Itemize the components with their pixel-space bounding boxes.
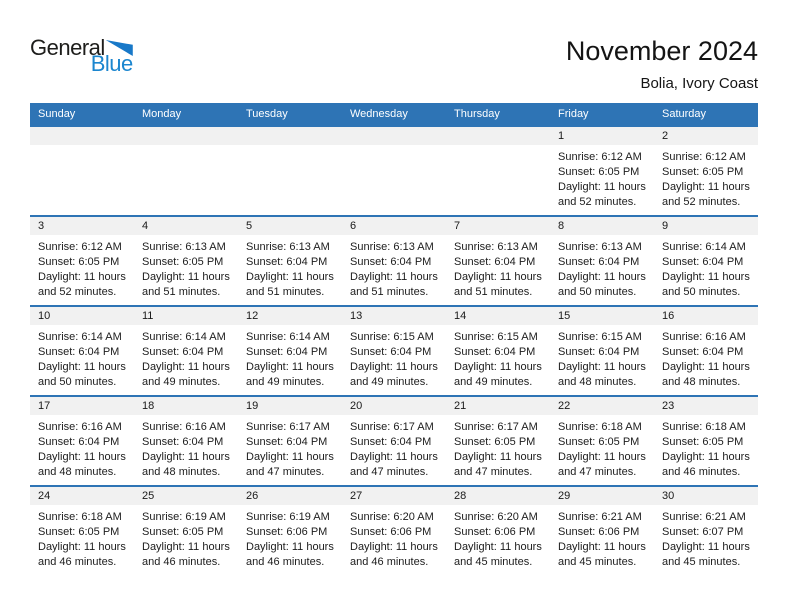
day-cell bbox=[446, 397, 550, 485]
sunrise-text: Sunrise: 6:14 AM bbox=[142, 331, 226, 343]
date-band bbox=[30, 217, 134, 235]
date-band bbox=[238, 487, 342, 505]
day-cell bbox=[238, 487, 342, 575]
date-band bbox=[238, 217, 342, 235]
daylight-hours-text: Daylight: 11 hours bbox=[350, 361, 438, 373]
daylight-minutes-text: and 47 minutes. bbox=[558, 466, 637, 478]
day-details bbox=[550, 325, 654, 390]
sunrise-text: Sunrise: 6:20 AM bbox=[350, 511, 434, 523]
day-number: 1 bbox=[558, 130, 565, 142]
page-title: November 2024 bbox=[565, 36, 758, 66]
sunset-text: Sunset: 6:05 PM bbox=[38, 526, 120, 538]
day-number: 23 bbox=[662, 400, 675, 412]
day-header-friday: Friday bbox=[558, 108, 589, 120]
sunset-text: Sunset: 6:04 PM bbox=[38, 436, 120, 448]
sunset-text: Sunset: 6:05 PM bbox=[454, 436, 536, 448]
day-cell bbox=[238, 217, 342, 305]
day-details bbox=[550, 505, 654, 570]
date-band bbox=[342, 487, 446, 505]
day-details bbox=[654, 145, 758, 210]
day-header-monday: Monday bbox=[142, 108, 182, 120]
daylight-hours-text: Daylight: 11 hours bbox=[454, 361, 542, 373]
daylight-minutes-text: and 46 minutes. bbox=[246, 556, 325, 568]
sunrise-text: Sunrise: 6:15 AM bbox=[558, 331, 642, 343]
daylight-hours-text: Daylight: 11 hours bbox=[662, 181, 750, 193]
day-number: 8 bbox=[558, 220, 565, 232]
day-cell bbox=[654, 397, 758, 485]
sunrise-text: Sunrise: 6:19 AM bbox=[142, 511, 226, 523]
day-number: 21 bbox=[454, 400, 467, 412]
location-subtitle: Bolia, Ivory Coast bbox=[640, 75, 758, 92]
daylight-hours-text: Daylight: 11 hours bbox=[662, 451, 750, 463]
day-header-tuesday: Tuesday bbox=[246, 108, 288, 120]
day-number: 22 bbox=[558, 400, 571, 412]
sunset-text: Sunset: 6:04 PM bbox=[142, 436, 224, 448]
logo-text-general: General bbox=[30, 35, 105, 60]
daylight-minutes-text: and 49 minutes. bbox=[350, 376, 429, 388]
date-band bbox=[342, 217, 446, 235]
day-details bbox=[342, 505, 446, 570]
date-band bbox=[550, 217, 654, 235]
day-details bbox=[550, 145, 654, 210]
daylight-hours-text: Daylight: 11 hours bbox=[246, 361, 334, 373]
day-cell bbox=[550, 487, 654, 575]
day-number: 29 bbox=[558, 490, 571, 502]
daylight-hours-text: Daylight: 11 hours bbox=[558, 541, 646, 553]
day-cell bbox=[446, 217, 550, 305]
day-number: 2 bbox=[662, 130, 669, 142]
daylight-hours-text: Daylight: 11 hours bbox=[350, 451, 438, 463]
sunset-text: Sunset: 6:05 PM bbox=[558, 166, 640, 178]
sunrise-text: Sunrise: 6:13 AM bbox=[350, 241, 434, 253]
sunset-text: Sunset: 6:06 PM bbox=[350, 526, 432, 538]
sunrise-text: Sunrise: 6:16 AM bbox=[662, 331, 746, 343]
date-band bbox=[134, 217, 238, 235]
day-cell bbox=[654, 307, 758, 395]
day-details bbox=[238, 415, 342, 480]
day-number: 10 bbox=[38, 310, 51, 322]
date-band bbox=[238, 397, 342, 415]
day-cell bbox=[30, 307, 134, 395]
date-band bbox=[342, 307, 446, 325]
sunrise-text: Sunrise: 6:12 AM bbox=[662, 151, 746, 163]
date-band bbox=[654, 487, 758, 505]
sunrise-text: Sunrise: 6:12 AM bbox=[558, 151, 642, 163]
day-cell bbox=[342, 307, 446, 395]
day-details bbox=[446, 325, 550, 390]
date-band bbox=[134, 127, 238, 145]
day-details bbox=[342, 415, 446, 480]
day-details bbox=[550, 415, 654, 480]
daylight-minutes-text: and 48 minutes. bbox=[38, 466, 117, 478]
sunrise-text: Sunrise: 6:15 AM bbox=[454, 331, 538, 343]
daylight-hours-text: Daylight: 11 hours bbox=[246, 451, 334, 463]
date-band bbox=[30, 397, 134, 415]
day-number: 16 bbox=[662, 310, 675, 322]
sunset-text: Sunset: 6:04 PM bbox=[454, 346, 536, 358]
daylight-minutes-text: and 50 minutes. bbox=[558, 286, 637, 298]
sunset-text: Sunset: 6:04 PM bbox=[454, 256, 536, 268]
day-cell bbox=[654, 217, 758, 305]
daylight-minutes-text: and 46 minutes. bbox=[38, 556, 117, 568]
sunrise-text: Sunrise: 6:17 AM bbox=[246, 421, 330, 433]
date-band bbox=[550, 397, 654, 415]
day-cell bbox=[550, 217, 654, 305]
daylight-minutes-text: and 52 minutes. bbox=[558, 196, 637, 208]
sunrise-text: Sunrise: 6:18 AM bbox=[38, 511, 122, 523]
sunset-text: Sunset: 6:05 PM bbox=[662, 436, 744, 448]
day-number: 19 bbox=[246, 400, 259, 412]
date-band bbox=[550, 307, 654, 325]
date-band bbox=[30, 127, 134, 145]
day-cell bbox=[550, 307, 654, 395]
day-header-wednesday: Wednesday bbox=[350, 108, 408, 120]
weekday-header-row bbox=[30, 103, 758, 125]
day-cell bbox=[550, 397, 654, 485]
sunset-text: Sunset: 6:05 PM bbox=[662, 166, 744, 178]
week-row bbox=[30, 395, 758, 485]
day-number: 3 bbox=[38, 220, 45, 232]
sunset-text: Sunset: 6:05 PM bbox=[558, 436, 640, 448]
daylight-minutes-text: and 49 minutes. bbox=[454, 376, 533, 388]
empty-day-cell bbox=[342, 127, 446, 215]
general-blue-logo bbox=[30, 37, 133, 76]
sunset-text: Sunset: 6:04 PM bbox=[350, 346, 432, 358]
day-number: 25 bbox=[142, 490, 155, 502]
day-cell bbox=[134, 487, 238, 575]
day-number: 17 bbox=[38, 400, 51, 412]
day-number: 30 bbox=[662, 490, 675, 502]
daylight-hours-text: Daylight: 11 hours bbox=[558, 451, 646, 463]
day-details bbox=[654, 415, 758, 480]
daylight-hours-text: Daylight: 11 hours bbox=[246, 541, 334, 553]
week-row bbox=[30, 215, 758, 305]
daylight-hours-text: Daylight: 11 hours bbox=[142, 271, 230, 283]
daylight-minutes-text: and 47 minutes. bbox=[454, 466, 533, 478]
page-header bbox=[30, 0, 758, 103]
day-number: 15 bbox=[558, 310, 571, 322]
date-band bbox=[654, 127, 758, 145]
daylight-hours-text: Daylight: 11 hours bbox=[142, 451, 230, 463]
daylight-hours-text: Daylight: 11 hours bbox=[454, 271, 542, 283]
date-band bbox=[342, 127, 446, 145]
date-band bbox=[30, 307, 134, 325]
day-details bbox=[134, 325, 238, 390]
day-header-saturday: Saturday bbox=[662, 108, 707, 120]
date-band bbox=[134, 487, 238, 505]
day-details bbox=[654, 505, 758, 570]
sunset-text: Sunset: 6:05 PM bbox=[38, 256, 120, 268]
sunset-text: Sunset: 6:04 PM bbox=[246, 256, 328, 268]
sunrise-text: Sunrise: 6:18 AM bbox=[662, 421, 746, 433]
day-details bbox=[654, 325, 758, 390]
day-details bbox=[238, 235, 342, 300]
sunset-text: Sunset: 6:04 PM bbox=[662, 346, 744, 358]
daylight-minutes-text: and 47 minutes. bbox=[246, 466, 325, 478]
sunset-text: Sunset: 6:06 PM bbox=[558, 526, 640, 538]
sunrise-text: Sunrise: 6:17 AM bbox=[350, 421, 434, 433]
day-number: 5 bbox=[246, 220, 253, 232]
day-header-thursday: Thursday bbox=[454, 108, 500, 120]
day-number: 9 bbox=[662, 220, 669, 232]
day-cell bbox=[342, 397, 446, 485]
daylight-minutes-text: and 52 minutes. bbox=[662, 196, 741, 208]
daylight-minutes-text: and 45 minutes. bbox=[558, 556, 637, 568]
daylight-hours-text: Daylight: 11 hours bbox=[142, 361, 230, 373]
sunset-text: Sunset: 6:04 PM bbox=[350, 256, 432, 268]
day-number: 12 bbox=[246, 310, 259, 322]
daylight-minutes-text: and 52 minutes. bbox=[38, 286, 117, 298]
sunset-text: Sunset: 6:06 PM bbox=[246, 526, 328, 538]
day-cell bbox=[134, 397, 238, 485]
daylight-hours-text: Daylight: 11 hours bbox=[350, 541, 438, 553]
sunset-text: Sunset: 6:04 PM bbox=[246, 436, 328, 448]
day-number: 13 bbox=[350, 310, 363, 322]
sunrise-text: Sunrise: 6:14 AM bbox=[246, 331, 330, 343]
daylight-hours-text: Daylight: 11 hours bbox=[142, 541, 230, 553]
sunrise-text: Sunrise: 6:13 AM bbox=[142, 241, 226, 253]
title-block bbox=[566, 37, 758, 92]
daylight-hours-text: Daylight: 11 hours bbox=[38, 451, 126, 463]
daylight-hours-text: Daylight: 11 hours bbox=[454, 541, 542, 553]
empty-day-cell bbox=[30, 127, 134, 215]
sunset-text: Sunset: 6:04 PM bbox=[38, 346, 120, 358]
day-number: 18 bbox=[142, 400, 155, 412]
date-band bbox=[446, 307, 550, 325]
day-number: 14 bbox=[454, 310, 467, 322]
date-band bbox=[550, 487, 654, 505]
date-band bbox=[550, 127, 654, 145]
date-band bbox=[342, 397, 446, 415]
daylight-hours-text: Daylight: 11 hours bbox=[454, 451, 542, 463]
day-number: 11 bbox=[142, 310, 154, 322]
daylight-minutes-text: and 45 minutes. bbox=[454, 556, 533, 568]
sunrise-text: Sunrise: 6:20 AM bbox=[454, 511, 538, 523]
empty-day-cell bbox=[446, 127, 550, 215]
daylight-minutes-text: and 51 minutes. bbox=[454, 286, 533, 298]
date-band bbox=[446, 127, 550, 145]
daylight-hours-text: Daylight: 11 hours bbox=[662, 361, 750, 373]
daylight-minutes-text: and 51 minutes. bbox=[142, 286, 221, 298]
daylight-minutes-text: and 48 minutes. bbox=[558, 376, 637, 388]
day-cell bbox=[654, 487, 758, 575]
sunset-text: Sunset: 6:04 PM bbox=[558, 256, 640, 268]
day-cell bbox=[342, 487, 446, 575]
day-cell bbox=[238, 307, 342, 395]
day-details bbox=[30, 235, 134, 300]
week-row bbox=[30, 305, 758, 395]
daylight-hours-text: Daylight: 11 hours bbox=[558, 271, 646, 283]
day-details bbox=[30, 415, 134, 480]
day-details bbox=[446, 415, 550, 480]
week-row bbox=[30, 485, 758, 575]
daylight-hours-text: Daylight: 11 hours bbox=[38, 361, 126, 373]
daylight-minutes-text: and 47 minutes. bbox=[350, 466, 429, 478]
day-number: 7 bbox=[454, 220, 461, 232]
date-band bbox=[446, 487, 550, 505]
date-band bbox=[654, 397, 758, 415]
daylight-minutes-text: and 49 minutes. bbox=[142, 376, 221, 388]
empty-day-cell bbox=[134, 127, 238, 215]
calendar-grid bbox=[30, 125, 758, 575]
day-cell bbox=[446, 307, 550, 395]
sunset-text: Sunset: 6:04 PM bbox=[142, 346, 224, 358]
sunrise-text: Sunrise: 6:18 AM bbox=[558, 421, 642, 433]
day-header-sunday: Sunday bbox=[38, 108, 76, 120]
day-cell bbox=[134, 307, 238, 395]
day-number: 6 bbox=[350, 220, 357, 232]
sunrise-text: Sunrise: 6:13 AM bbox=[454, 241, 538, 253]
date-band bbox=[30, 487, 134, 505]
day-number: 24 bbox=[38, 490, 51, 502]
sunset-text: Sunset: 6:06 PM bbox=[454, 526, 536, 538]
daylight-hours-text: Daylight: 11 hours bbox=[246, 271, 334, 283]
day-details bbox=[134, 235, 238, 300]
day-details bbox=[654, 235, 758, 300]
sunrise-text: Sunrise: 6:13 AM bbox=[246, 241, 330, 253]
daylight-minutes-text: and 50 minutes. bbox=[662, 286, 741, 298]
day-number: 28 bbox=[454, 490, 467, 502]
sunrise-text: Sunrise: 6:14 AM bbox=[38, 331, 122, 343]
daylight-minutes-text: and 46 minutes. bbox=[350, 556, 429, 568]
day-number: 20 bbox=[350, 400, 363, 412]
daylight-minutes-text: and 48 minutes. bbox=[662, 376, 741, 388]
date-band bbox=[446, 217, 550, 235]
day-details bbox=[238, 505, 342, 570]
date-band bbox=[654, 217, 758, 235]
daylight-minutes-text: and 48 minutes. bbox=[142, 466, 221, 478]
sunrise-text: Sunrise: 6:12 AM bbox=[38, 241, 122, 253]
day-details bbox=[342, 235, 446, 300]
sunrise-text: Sunrise: 6:16 AM bbox=[38, 421, 122, 433]
daylight-hours-text: Daylight: 11 hours bbox=[558, 361, 646, 373]
day-number: 26 bbox=[246, 490, 259, 502]
sunset-text: Sunset: 6:04 PM bbox=[246, 346, 328, 358]
day-details bbox=[446, 505, 550, 570]
date-band bbox=[134, 397, 238, 415]
daylight-hours-text: Daylight: 11 hours bbox=[350, 271, 438, 283]
daylight-minutes-text: and 50 minutes. bbox=[38, 376, 117, 388]
day-cell bbox=[134, 217, 238, 305]
sunset-text: Sunset: 6:04 PM bbox=[558, 346, 640, 358]
sunrise-text: Sunrise: 6:16 AM bbox=[142, 421, 226, 433]
sunset-text: Sunset: 6:05 PM bbox=[142, 526, 224, 538]
date-band bbox=[134, 307, 238, 325]
day-details bbox=[30, 505, 134, 570]
daylight-minutes-text: and 46 minutes. bbox=[142, 556, 221, 568]
logo-text-blue: Blue bbox=[90, 51, 133, 76]
day-cell bbox=[446, 487, 550, 575]
daylight-hours-text: Daylight: 11 hours bbox=[662, 271, 750, 283]
week-row bbox=[30, 125, 758, 215]
sunrise-text: Sunrise: 6:21 AM bbox=[662, 511, 746, 523]
daylight-minutes-text: and 51 minutes. bbox=[350, 286, 429, 298]
day-details bbox=[134, 505, 238, 570]
day-cell bbox=[30, 487, 134, 575]
daylight-hours-text: Daylight: 11 hours bbox=[38, 541, 126, 553]
day-cell bbox=[238, 397, 342, 485]
sunrise-text: Sunrise: 6:17 AM bbox=[454, 421, 538, 433]
sunset-text: Sunset: 6:04 PM bbox=[662, 256, 744, 268]
sunrise-text: Sunrise: 6:14 AM bbox=[662, 241, 746, 253]
daylight-hours-text: Daylight: 11 hours bbox=[662, 541, 750, 553]
date-band bbox=[654, 307, 758, 325]
sunrise-text: Sunrise: 6:21 AM bbox=[558, 511, 642, 523]
empty-day-cell bbox=[238, 127, 342, 215]
day-details bbox=[30, 325, 134, 390]
day-cell bbox=[30, 397, 134, 485]
day-details bbox=[550, 235, 654, 300]
day-details bbox=[342, 325, 446, 390]
daylight-hours-text: Daylight: 11 hours bbox=[38, 271, 126, 283]
day-details bbox=[446, 235, 550, 300]
daylight-minutes-text: and 45 minutes. bbox=[662, 556, 741, 568]
day-cell bbox=[342, 217, 446, 305]
day-number: 27 bbox=[350, 490, 363, 502]
day-cell bbox=[30, 217, 134, 305]
daylight-minutes-text: and 51 minutes. bbox=[246, 286, 325, 298]
daylight-minutes-text: and 46 minutes. bbox=[662, 466, 741, 478]
date-band bbox=[446, 397, 550, 415]
day-cell bbox=[550, 127, 654, 215]
sunrise-text: Sunrise: 6:15 AM bbox=[350, 331, 434, 343]
day-cell bbox=[654, 127, 758, 215]
sunrise-text: Sunrise: 6:19 AM bbox=[246, 511, 330, 523]
daylight-hours-text: Daylight: 11 hours bbox=[558, 181, 646, 193]
sunset-text: Sunset: 6:04 PM bbox=[350, 436, 432, 448]
sunrise-text: Sunrise: 6:13 AM bbox=[558, 241, 642, 253]
date-band bbox=[238, 127, 342, 145]
sunset-text: Sunset: 6:05 PM bbox=[142, 256, 224, 268]
daylight-minutes-text: and 49 minutes. bbox=[246, 376, 325, 388]
day-details bbox=[238, 325, 342, 390]
day-number: 4 bbox=[142, 220, 149, 232]
date-band bbox=[238, 307, 342, 325]
sunset-text: Sunset: 6:07 PM bbox=[662, 526, 744, 538]
day-details bbox=[134, 415, 238, 480]
